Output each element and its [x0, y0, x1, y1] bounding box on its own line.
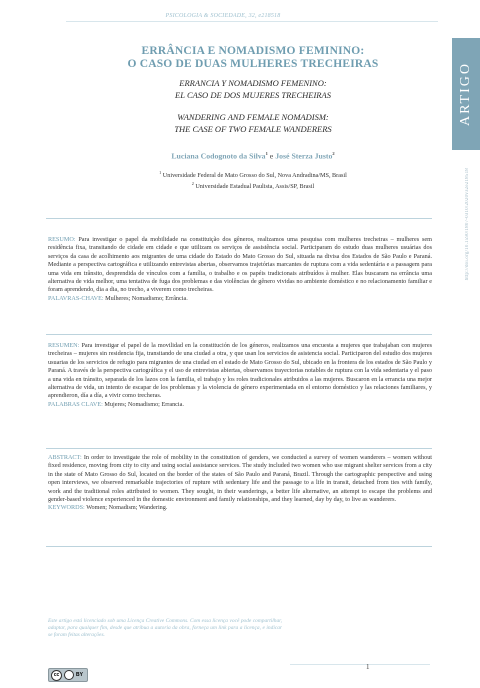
affiliation-1-sup: 1	[159, 170, 162, 175]
affiliation-2-text: Universidade Estadual Paulista, Assis/SP, Brasil	[195, 183, 315, 191]
resumo-text: Para investigar o papel da mobilidade na constituição dos gêneros, realizamos uma pesquisa com mulheres trecheiras – mulheres sem residência fixa, transitando de cidade em cidade e que utilizam os serviços de assistência social. Participaram do estudo duas mulheres usuárias dos serviços da casa de acolhimento aos migrantes de uma cidade do Estado do Mato Grosso do Sul, situada na divisa dos Estados de São Paulo e Paraná. Mediante a perspectiva cartográfica e utilizando entrevistas abertas, observamos trajetórias marcantes de ruptura com a vida sedentária e a passagem para uma vida em trânsito, desprendida de vínculos com a família, o trabalho e os papéis tradicionais atribuídos à mulher. Elas buscaram na errância uma alternativa de vida melhor, uma tentativa de fuga dos problemas e das violências de gênero vividas no ambiente doméstico e no relacionamento familiar e foram aprendendo, dia a dia, no trecho, a viverem como trecheiras.	[48, 236, 432, 294]
journal-volume: 32, e218518	[248, 13, 281, 19]
abstract-kw-text: Women; Nomadism; Wandering.	[86, 504, 168, 512]
footer-rule	[290, 664, 430, 665]
authors-line	[66, 151, 440, 161]
journal-name: PSICOLOGIA & SOCIEDADE	[165, 13, 246, 19]
resumen-kw-text: Mujeres; Nomadismo; Errancia.	[104, 400, 184, 408]
journal-separator: ,	[245, 13, 247, 19]
page-number: 1	[366, 663, 370, 671]
section-rule	[46, 218, 432, 219]
resumo-kw-lead: PALAVRAS-CHAVE:	[48, 294, 104, 302]
author-1: Luciana Codognoto da Silva	[171, 151, 266, 161]
abstract-kw-lead: KEYWORDS:	[48, 504, 85, 512]
title-pt-line2: O CASO DE DUAS MULHERES TRECHEIRAS	[127, 58, 379, 70]
title-es-line1: ERRANCIA Y NOMADISMO FEMENINO:	[179, 78, 327, 88]
article-type-text: ARTIGO	[458, 61, 473, 127]
title-es-line2: EL CASO DE DOS MUJERES TRECHEIRAS	[175, 90, 331, 100]
abstract-text: In order to investigate the role of mobility in the constitution of genders, we conducted a survey of women wanderers – women without fixed residence, moving from city to city and using social assistance services. The study included two women who use migrant shelter services from a city in the state of Mato Grosso do Sul, located on the border of the states of São Paulo and Paraná, Brazil. Through the cartographic perspective and using open interviews, we observed remarkable trajectories of rupture with sedentary life and the passage to a life in transit, detached from ties with family, work and the traditional roles attributed to women. They sought, in their wanderings, a better life alternative, an attempt to escape the problems and gender-based violence experienced in the domestic environment and family relationships, and they learned, day by day, to live as wanderers.	[48, 454, 433, 504]
author-2-sup: 2	[332, 151, 335, 156]
resumen-text: Para investigar el papel de la movilidad en la constitución de los géneros, realizamos una encuesta a mujeres que trabajaban con mujeres trecheiras – mujeres sin residencia fija, transitando de una ciudad a otra, y que usan los servicios de asistencia social. Participaron del estudio dos mujeres usuarias de los servicios de refugio para migrantes de una ciudad en el estado de Mato Grosso do Sul, ubicado en la frontera de los estados de São Paulo y Paraná. A través de la perspectiva cartográfica y el uso de entrevistas abiertas, observamos trayectorias notables de ruptura con la vida sedentaria y el paso a una vida en tránsito, separada de los lazos con la familia, el trabajo y los roles tradicionales atribuidos a las mujeres. Buscaron en la errancia una mejor alternativa de vida, un intento de escapar de los problemas y la violencia de género experimentada en el entorno doméstico y las relaciones familiares, y aprendieron, día a día, a vivir como trecheras.	[48, 342, 432, 400]
cc-icon: cc	[51, 670, 62, 681]
journal-header	[0, 13, 446, 19]
resumo-keywords	[48, 295, 432, 303]
affiliation-1-text: Universidade Federal de Mato Grosso do Sul, Nova Andradina/MS, Brasil	[162, 172, 347, 180]
abstract-block	[48, 454, 432, 513]
title-en-line1: WANDERING AND FEMALE NOMADISM:	[177, 112, 329, 122]
header-rule	[66, 21, 438, 22]
affiliation-2	[66, 181, 440, 190]
section-rule	[46, 546, 432, 547]
authors-and: e	[269, 151, 274, 161]
doi-link[interactable]	[462, 168, 472, 368]
title-pt-line1: ERRÂNCIA E NOMADISMO FEMININO:	[141, 45, 365, 57]
license-text: Este artigo está licenciado sob uma Licença Creative Commons. Com essa licença você pode compartilhar, adaptar, para qualquer fim, desde que atribua a autoria da obra, forneça um link para a licença, e indicar se foram feitas alterações.	[48, 618, 282, 638]
attribution-icon	[64, 670, 74, 680]
resumo-lead: RESUMO:	[48, 236, 76, 243]
section-rule	[46, 334, 432, 335]
abstract-lead: ABSTRACT:	[48, 454, 82, 461]
section-rule	[46, 448, 432, 449]
resumo-kw-text: Mulheres; Nomadismo; Errância.	[105, 294, 188, 302]
resumen-kw-lead: PALABRAS CLAVE:	[48, 400, 103, 408]
title-en-line2: THE CASE OF TWO FEMALE WANDERERS	[174, 124, 332, 134]
resumen-keywords	[48, 401, 432, 409]
cc-license-badge[interactable]	[48, 668, 88, 682]
cc-by-label: BY	[76, 672, 83, 678]
resumen-lead: RESUMEN:	[48, 342, 80, 349]
affiliation-1	[66, 170, 440, 179]
resumen-block	[48, 342, 432, 409]
author-2: José Sterza Justo	[275, 151, 333, 161]
author-1-sup: 1	[265, 151, 268, 156]
affiliation-2-sup: 2	[191, 181, 194, 186]
resumo-block	[48, 236, 432, 303]
article-type-label	[452, 38, 480, 150]
doi-text[interactable]: http://doi.org/10.1590/1807-0310/2020v32e218518	[464, 168, 470, 281]
abstract-keywords	[48, 504, 432, 512]
